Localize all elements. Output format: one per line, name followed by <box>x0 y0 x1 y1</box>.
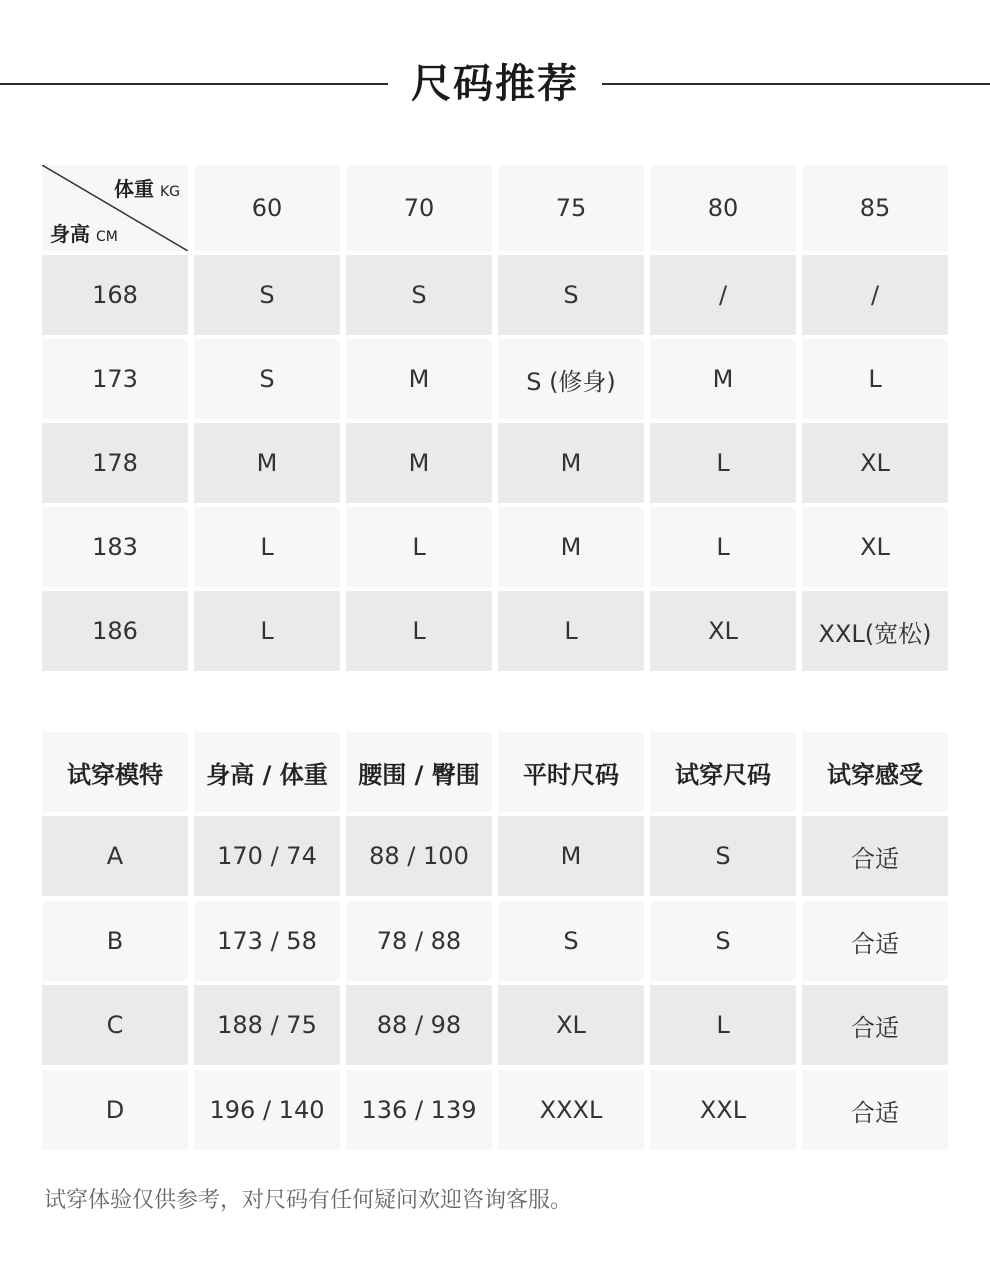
model-cell: 196 / 140 <box>194 1070 340 1150</box>
size-cell: XL <box>650 591 796 671</box>
title-divider-right <box>602 83 990 85</box>
size-cell: M <box>194 423 340 503</box>
size-cell: M <box>650 339 796 419</box>
model-cell: 合适 <box>802 1070 948 1150</box>
page-title: 尺码推荐 <box>411 61 579 107</box>
model-cell: 88 / 98 <box>346 985 492 1065</box>
model-table-header: 腰围 / 臀围 <box>346 732 492 812</box>
size-cell: S <box>346 255 492 335</box>
model-cell: M <box>498 816 644 896</box>
weight-header: 75 <box>498 165 644 251</box>
height-axis-label: 身高 CM <box>50 222 118 246</box>
model-cell: 合适 <box>802 816 948 896</box>
size-cell: XXL(宽松) <box>802 591 948 671</box>
size-cell: / <box>650 255 796 335</box>
size-cell: XL <box>802 507 948 587</box>
size-cell: L <box>194 591 340 671</box>
size-cell: S <box>194 339 340 419</box>
size-cell: / <box>802 255 948 335</box>
model-cell: 136 / 139 <box>346 1070 492 1150</box>
size-cell: L <box>650 423 796 503</box>
size-cell: M <box>498 507 644 587</box>
weight-header: 80 <box>650 165 796 251</box>
weight-header: 70 <box>346 165 492 251</box>
height-header: 173 <box>42 339 188 419</box>
model-cell: 173 / 58 <box>194 901 340 981</box>
size-cell: L <box>346 591 492 671</box>
size-cell: XL <box>802 423 948 503</box>
model-cell: L <box>650 985 796 1065</box>
model-cell: 188 / 75 <box>194 985 340 1065</box>
size-cell: L <box>194 507 340 587</box>
size-cell: M <box>346 339 492 419</box>
section-title <box>0 52 990 116</box>
size-cell: S (修身) <box>498 339 644 419</box>
height-header: 178 <box>42 423 188 503</box>
height-header: 183 <box>42 507 188 587</box>
model-cell: S <box>650 901 796 981</box>
model-cell: XL <box>498 985 644 1065</box>
model-name: C <box>42 985 188 1065</box>
model-cell: XXL <box>650 1070 796 1150</box>
size-cell: L <box>498 591 644 671</box>
model-cell: S <box>650 816 796 896</box>
size-cell: M <box>346 423 492 503</box>
model-name: B <box>42 901 188 981</box>
model-name: D <box>42 1070 188 1150</box>
title-divider-left <box>0 83 388 85</box>
model-cell: 合适 <box>802 901 948 981</box>
size-cell: S <box>194 255 340 335</box>
disclaimer-note: 试穿体验仅供参考，对尺码有任何疑问欢迎咨询客服。 <box>44 1188 573 1213</box>
model-name: A <box>42 816 188 896</box>
model-cell: XXXL <box>498 1070 644 1150</box>
model-table-header: 试穿感受 <box>802 732 948 812</box>
height-header: 186 <box>42 591 188 671</box>
model-table-header: 平时尺码 <box>498 732 644 812</box>
size-cell: L <box>650 507 796 587</box>
size-cell: L <box>346 507 492 587</box>
model-cell: 88 / 100 <box>346 816 492 896</box>
model-table-header: 身高 / 体重 <box>194 732 340 812</box>
size-cell: L <box>802 339 948 419</box>
table-corner-header <box>42 165 188 251</box>
model-cell: 170 / 74 <box>194 816 340 896</box>
height-header: 168 <box>42 255 188 335</box>
weight-header: 60 <box>194 165 340 251</box>
weight-axis-label: 体重 KG <box>113 177 180 201</box>
model-cell: 78 / 88 <box>346 901 492 981</box>
model-cell: 合适 <box>802 985 948 1065</box>
model-table-header: 试穿尺码 <box>650 732 796 812</box>
size-cell: M <box>498 423 644 503</box>
model-cell: S <box>498 901 644 981</box>
weight-header: 85 <box>802 165 948 251</box>
model-table-header: 试穿模特 <box>42 732 188 812</box>
size-cell: S <box>498 255 644 335</box>
